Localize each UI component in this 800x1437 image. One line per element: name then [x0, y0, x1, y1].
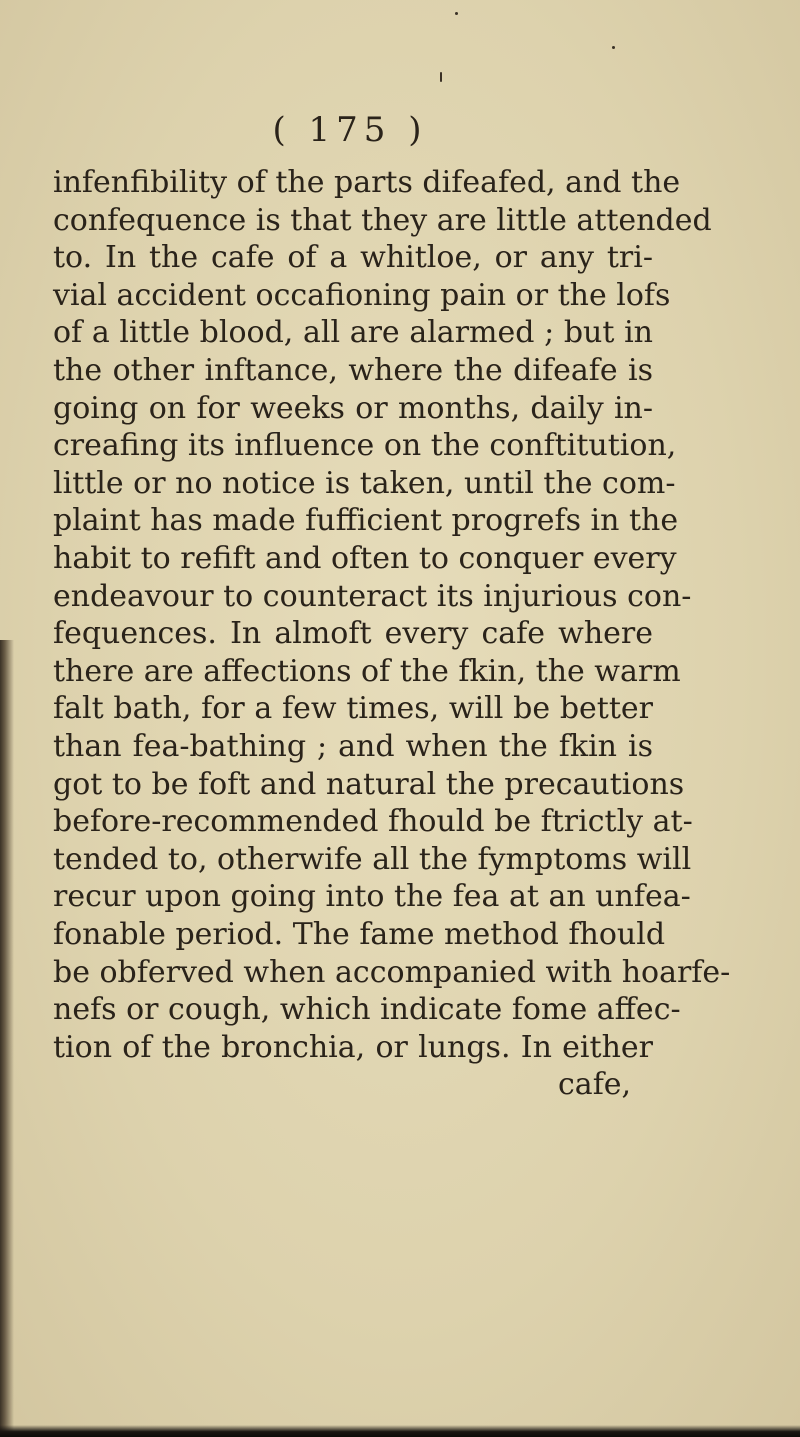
text-line: fequences. In almoft every cafe where [53, 616, 653, 652]
text-line: nefs or cough, which indicate fome affec- [53, 992, 681, 1028]
text-line: vial accident occafioning pain or the lofs [53, 277, 671, 313]
page-number: ( 175 ) [272, 110, 428, 150]
text-line: confequence is that they are little attended [53, 202, 712, 238]
text-line: endeavour to counteract its injurious con- [53, 578, 692, 614]
text-line: be obferved when accompanied with hoarfe- [53, 954, 731, 990]
text-line: going on for weeks or months, daily in- [53, 390, 653, 426]
ink-speck [455, 12, 458, 15]
catchword: cafe, [558, 1067, 632, 1102]
text-line: the other inftance, where the difeafe is [53, 353, 653, 388]
text-line: creafing its influence on the conftitution, [53, 428, 677, 464]
ink-speck [612, 46, 615, 49]
page-bottom-edge [0, 1425, 800, 1437]
text-line: of a little blood, all are alarmed ; but in [53, 315, 653, 351]
text-line: falt bath, for a few times, will be better [53, 691, 653, 727]
text-line: tion of the bronchia, or lungs. In either [53, 1029, 653, 1065]
text-line: plaint has made fufficient progrefs in the [53, 503, 679, 539]
text-line: than fea-bathing ; and when the fkin is [53, 729, 653, 764]
text-line: recur upon going into the fea at an unfea- [53, 879, 691, 915]
text-line: before-recommended fhould be ftrictly at- [53, 804, 693, 840]
text-line: fonable period. The fame method fhould [53, 917, 666, 952]
text-line: got to be foft and natural the precautions [53, 766, 685, 802]
text-line: tended to, otherwife all the fymptoms will [53, 841, 692, 877]
text-line: infenfibility of the parts difeafed, and the [53, 165, 681, 200]
text-line: there are affections of the fkin, the warm [53, 653, 681, 689]
ink-speck [440, 72, 442, 82]
page-gutter-shadow [0, 640, 14, 1437]
text-line: little or no notice is taken, until the com- [53, 465, 676, 501]
text-line: to. In the cafe of a whitloe, or any tri- [53, 240, 653, 276]
text-line: habit to refift and often to conquer every [53, 541, 677, 576]
